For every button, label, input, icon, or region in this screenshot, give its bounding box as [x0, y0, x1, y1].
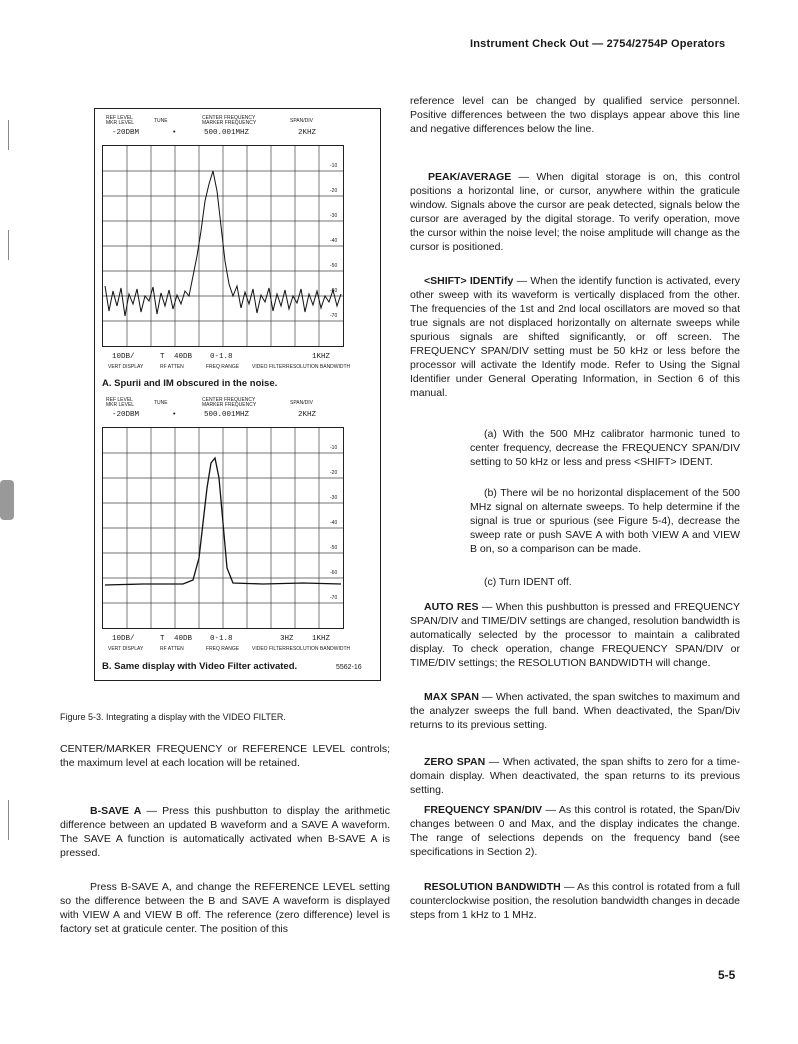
mkr-level-label: MKR LEVEL	[106, 120, 135, 126]
range-value: 0-1.8	[210, 635, 233, 643]
freq-value: 500.001MHZ	[204, 129, 250, 137]
scale-tick-label: -30	[330, 213, 338, 219]
scale-tick-label: -70	[330, 595, 338, 601]
vert-value: 10DB/	[112, 635, 135, 643]
right-paragraph-auto-res: AUTO RES — When this pushbutton is pressed and FREQUENCY SPAN/DIV and TIME/DIV settings are changed, resolution bandwidth is automatically selected by the processor to maintain a calibrated display. To check operation, change FREQUENCY SPAN/DIV or TIME/DIV settings; the RESOLUTION BANDWIDTH will change.	[410, 601, 740, 669]
vert-display-label: VERT DISPLAY	[108, 646, 144, 652]
atten-value: 40DB	[174, 635, 193, 643]
figure-code: 5562-16	[336, 664, 362, 671]
freq-range-label: FREQ RANGE	[206, 646, 240, 652]
scale-tick-label: -30	[330, 495, 338, 501]
scale-tick-label: -20	[330, 470, 338, 476]
scale-tick-label: -50	[330, 263, 338, 269]
filter-value: 3HZ	[280, 635, 294, 643]
right-paragraph-peak-average: PEAK/AVERAGE — When digital storage is on, this control positions a horizontal line, or cursor, anywhere within the graticule window. Signals above the cursor are peak detected, signals below the cursor are averaged by the digital storage. To verify operation, move the cursor within the noise level; the noise amplitude will change as the cursor is positioned.	[410, 171, 740, 253]
spectrum-screen-b	[102, 427, 344, 629]
figure-caption: Figure 5-3. Integrating a display with the VIDEO FILTER.	[60, 712, 286, 722]
step-b: (b) There wil be no horizontal displacement of the 500 MHz signal on alternate sweeps. To help determine if the signal is true or spurious (see Figure 5-4), decrease the sweep rate or push SAVE A with both VIEW A and VIEW B on, so a comparison can be made.	[470, 487, 740, 555]
t-value: T	[160, 635, 165, 643]
res-value: 1KHZ	[312, 353, 331, 361]
freq-range-label: FREQ RANGE	[206, 364, 240, 370]
figure-panel-a	[102, 115, 351, 384]
span-div-label: SPAN/DIV	[290, 118, 313, 124]
ref-value: -20DBM	[112, 129, 140, 137]
scale-tick-label: -70	[330, 313, 338, 319]
tune-label: TUNE	[154, 118, 168, 124]
res-bw-label: RESOLUTION BANDWIDTH	[286, 646, 351, 652]
video-filter-label: VIDEO FILTER	[252, 364, 286, 370]
page-number: 5-5	[718, 968, 736, 982]
center-freq-label: CENTER FREQUENCY	[202, 115, 256, 121]
right-paragraph-shift-ident: <SHIFT> IDENTify — When the identify function is activated, every other sweep with its waveform is vertically displaced from the other. The frequencies of the 1st and 2nd local oscillators are moved so that true signals are not displaced horizontally on alternate sweeps while spurious signals are shifted significantly, or off screen. The FREQUENCY SPAN/DIV setting must be 50 kHz or less before the processor will activate the Identify mode. Refer to Using the Signal Identifier under General Operating Information, in Section 6 of this manual.	[410, 275, 740, 399]
scale-tick-label: -10	[330, 445, 338, 451]
panel-a-top-controls	[102, 115, 342, 145]
step-c: (c) Turn IDENT off.	[484, 576, 572, 588]
scale-tick-label: -10	[330, 163, 338, 169]
atten-value: 40DB	[174, 353, 193, 361]
right-paragraph-max-span: MAX SPAN — When activated, the span switches to maximum and the analyzer sweeps the full band. When deactivated, the Span/Div returns to its previous setting.	[410, 691, 740, 731]
right-paragraph-1: reference level can be changed by qualified service personnel. Positive differences between the two displays appear above this line and negative differences below the line.	[410, 95, 740, 135]
tune-label: TUNE	[154, 400, 168, 406]
freq-value: 500.001MHZ	[204, 411, 250, 419]
rf-atten-label: RF ATTEN	[160, 364, 184, 370]
figure-panel-b	[102, 397, 351, 666]
vert-value: 10DB/	[112, 353, 135, 361]
spectrum-screen-a	[102, 145, 344, 347]
marker-freq-label: MARKER FREQUENCY	[202, 402, 257, 408]
right-paragraph-zero-span: ZERO SPAN — When activated, the span shifts to zero for a time-domain display. When deactivated, the span returns to its previous setting.	[410, 756, 740, 796]
scale-tick-label: -40	[330, 238, 338, 244]
left-paragraph-1: CENTER/MARKER FREQUENCY or REFERENCE LEVEL controls; the maximum level at each location will be retained.	[60, 743, 390, 769]
panel-a-caption: A. Spurii and IM obscured in the noise.	[102, 378, 278, 389]
tune-dot: •	[172, 411, 177, 419]
vert-display-label: VERT DISPLAY	[108, 364, 144, 370]
mkr-level-label: MKR LEVEL	[106, 402, 135, 408]
rf-atten-label: RF ATTEN	[160, 646, 184, 652]
right-paragraph-res-bw: RESOLUTION BANDWIDTH — As this control is rotated from a full counterclockwise position, the resolution bandwidth changes in decade steps from 1 kHz to 1 MHz.	[410, 881, 740, 921]
center-freq-label: CENTER FREQUENCY	[202, 397, 256, 403]
res-value: 1KHZ	[312, 635, 331, 643]
scale-tick-label: -50	[330, 545, 338, 551]
panel-b-top-controls	[102, 397, 342, 427]
ref-level-label: REF LEVEL	[106, 115, 133, 121]
res-bw-label: RESOLUTION BANDWIDTH	[286, 364, 351, 370]
scale-tick-label: -40	[330, 520, 338, 526]
panel-b-caption: B. Same display with Video Filter activated.	[102, 661, 298, 672]
step-a: (a) With the 500 MHz calibrator harmonic tuned to center frequency, decrease the FREQUENCY SPAN/DIV setting to 50 kHz or less and press <SHIFT> IDENT.	[470, 428, 740, 468]
span-div-label: SPAN/DIV	[290, 400, 313, 406]
marker-freq-label: MARKER FREQUENCY	[202, 120, 257, 126]
range-value: 0-1.8	[210, 353, 233, 361]
scale-tick-label: -60	[330, 288, 338, 294]
ref-value: -20DBM	[112, 411, 140, 419]
video-filter-label: VIDEO FILTER	[252, 646, 286, 652]
tune-dot: •	[172, 129, 177, 137]
scale-tick-label: -60	[330, 570, 338, 576]
scale-tick-label: -20	[330, 188, 338, 194]
ref-level-label: REF LEVEL	[106, 397, 133, 403]
page-header: Instrument Check Out — 2754/2754P Operators	[470, 38, 726, 50]
span-value: 2KHZ	[298, 129, 317, 137]
left-paragraph-2: B-SAVE A — Press this pushbutton to display the arithmetic difference between an updated B waveform and a SAVE A waveform. The SAVE A function is automatically activated when B-SAVE A is pressed.	[60, 805, 390, 859]
t-value: T	[160, 353, 165, 361]
right-paragraph-freq-span: FREQUENCY SPAN/DIV — As this control is rotated, the Span/Div changes between 0 and Max, and the display indicates the change. The range of selections depends on the frequency band (see specifications in Section 2).	[410, 804, 740, 858]
left-paragraph-3: Press B-SAVE A, and change the REFERENCE LEVEL setting so the difference between the B and SAVE A waveform is displayed with VIEW A and VIEW B off. The reference (zero difference) level is factory set at graticule center. The position of this	[60, 881, 390, 935]
span-value: 2KHZ	[298, 411, 317, 419]
